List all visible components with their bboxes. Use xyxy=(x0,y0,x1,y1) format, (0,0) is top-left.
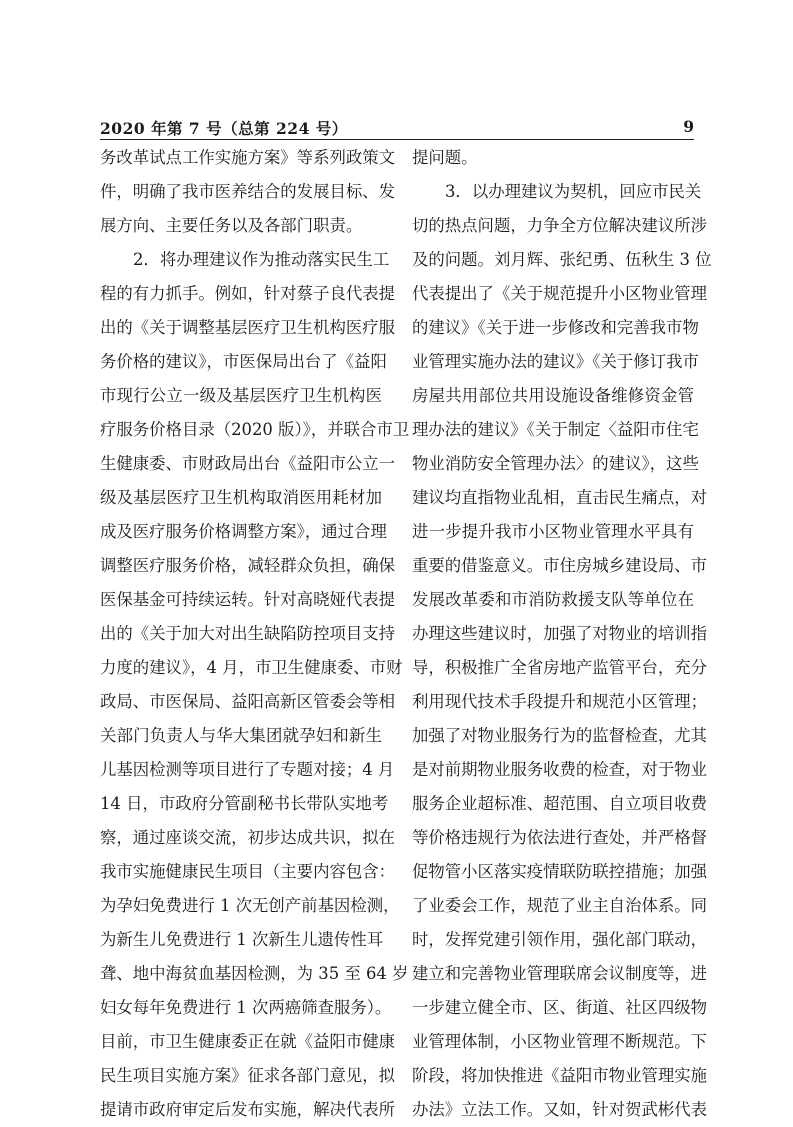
text-line: 建立和完善物业管理联席会议制度等，进 xyxy=(412,964,708,983)
text-line: 的建议》《关于进一步修改和完善我市物 xyxy=(412,318,699,337)
text-line: 疗服务价格目录（2020 版）》，并联合市卫 xyxy=(100,420,410,439)
text-line: 民生项目实施方案》征求各部门意见，拟 xyxy=(100,1066,396,1085)
text-line: 件，明确了我市医养结合的发展目标、发 xyxy=(100,182,396,201)
text-line: 是对前期物业服务收费的检查，对于物业 xyxy=(412,760,708,779)
text-line: 医保基金可持续运转。针对高晓娅代表提 xyxy=(100,590,396,609)
text-line: 代表提出了《关于规范提升小区物业管理 xyxy=(412,284,708,303)
text-line: 出的《关于加大对出生缺陷防控项目支持 xyxy=(100,624,396,643)
text-line: 政局、市医保局、益阳高新区管委会等相 xyxy=(100,692,396,711)
text-line: 2．将办理建议作为推动落实民生工 xyxy=(133,250,390,269)
text-line: 房屋共用部位共用设施设备维修资金管 xyxy=(412,386,694,405)
text-line: 14 日，市政府分管副秘书长带队实地考 xyxy=(100,794,389,813)
text-line: 展方向、主要任务以及各部门职责。 xyxy=(100,216,363,235)
text-line: 重要的借鉴意义。市住房城乡建设局、市 xyxy=(412,556,708,575)
text-line: 时，发挥党建引领作用，强化部门联动， xyxy=(412,930,708,949)
running-header xyxy=(100,113,694,139)
text-line: 调整医疗服务价格，减轻群众负担，确保 xyxy=(100,556,396,575)
text-line: 业管理实施办法的建议》《关于修订我市 xyxy=(412,352,699,371)
text-line: 发展改革委和市消防救援支队等单位在 xyxy=(412,590,694,609)
text-line: 出的《关于调整基层医疗卫生机构医疗服 xyxy=(100,318,396,337)
text-line: 理办法的建议》《关于制定〈益阳市住宅 xyxy=(412,420,699,439)
right-column xyxy=(412,141,712,1127)
text-line: 等价格违规行为依法进行查处，并严格督 xyxy=(412,828,708,847)
text-line: 程的有力抓手。例如，针对蔡子良代表提 xyxy=(100,284,396,303)
text-line: 阶段，将加快推进《益阳市物业管理实施 xyxy=(412,1066,708,1085)
text-line: 力度的建议》，4 月，市卫生健康委、市财 xyxy=(100,658,403,677)
text-line: 级及基层医疗卫生机构取消医用耗材加 xyxy=(100,488,382,507)
text-line: 切的热点问题，力争全方位解决建议所涉 xyxy=(412,216,708,235)
text-line: 及的问题。刘月辉、张纪勇、伍秋生 3 位 xyxy=(412,250,712,269)
text-line: 关部门负责人与华大集团就孕妇和新生 xyxy=(100,726,382,745)
text-line: 进一步提升我市小区物业管理水平具有 xyxy=(412,522,694,541)
text-line: 导，积极推广全省房地产监管平台，充分 xyxy=(412,658,708,677)
text-line: 办法》立法工作。又如，针对贺武彬代表 xyxy=(412,1100,708,1119)
text-line: 利用现代技术手段提升和规范小区管理； xyxy=(412,692,708,711)
text-line: 建议均直指物业乱相，直击民生痛点，对 xyxy=(412,488,708,507)
text-line: 务改革试点工作实施方案》等系列政策文 xyxy=(100,148,396,167)
text-line: 成及医疗服务价格调整方案》，通过合理 xyxy=(100,522,387,541)
text-line: 儿基因检测等项目进行了专题对接；4 月 xyxy=(100,760,395,779)
text-line: 业管理体制，小区物业管理不断规范。下 xyxy=(412,1032,708,1051)
text-line: 妇女每年免费进行 1 次两癌筛查服务）。 xyxy=(100,998,392,1017)
header-rule xyxy=(100,139,694,140)
text-line: 为孕妇免费进行 1 次无创产前基因检测， xyxy=(100,896,400,915)
text-line: 提问题。 xyxy=(412,148,478,167)
text-line: 生健康委、市财政局出台《益阳市公立一 xyxy=(100,454,396,473)
text-line: 察，通过座谈交流，初步达成共识，拟在 xyxy=(100,828,396,847)
text-line: 为新生儿免费进行 1 次新生儿遗传性耳 xyxy=(100,930,384,949)
page-number: 9 xyxy=(683,117,694,136)
text-line: 物业消防安全管理办法〉的建议》，这些 xyxy=(412,454,699,473)
text-line: 促物管小区落实疫情联防联控措施；加强 xyxy=(412,862,708,881)
text-line: 3．以办理建议为契机，回应市民关 xyxy=(445,182,702,201)
text-line: 了业委会工作，规范了业主自治体系。同 xyxy=(412,896,708,915)
left-column xyxy=(100,141,410,1127)
text-line: 加强了对物业服务行为的监督检查，尤其 xyxy=(412,726,708,745)
text-line: 目前，市卫生健康委正在就《益阳市健康 xyxy=(100,1032,396,1051)
issue-label: 2020 年第 7 号（总第 224 号） xyxy=(100,119,348,138)
text-line: 务价格的建议》，市医保局出台了《益阳 xyxy=(100,352,387,371)
text-line: 办理这些建议时，加强了对物业的培训指 xyxy=(412,624,708,643)
text-line: 聋、地中海贫血基因检测，为 35 至 64 岁 xyxy=(100,964,409,983)
text-line: 一步建立健全市、区、街道、社区四级物 xyxy=(412,998,708,1017)
text-line: 市现行公立一级及基层医疗卫生机构医 xyxy=(100,386,382,405)
text-line: 服务企业超标准、超范围、自立项目收费 xyxy=(412,794,708,813)
text-line: 我市实施健康民生项目（主要内容包含： xyxy=(100,862,396,881)
text-line: 提请市政府审定后发布实施，解决代表所 xyxy=(100,1100,396,1119)
